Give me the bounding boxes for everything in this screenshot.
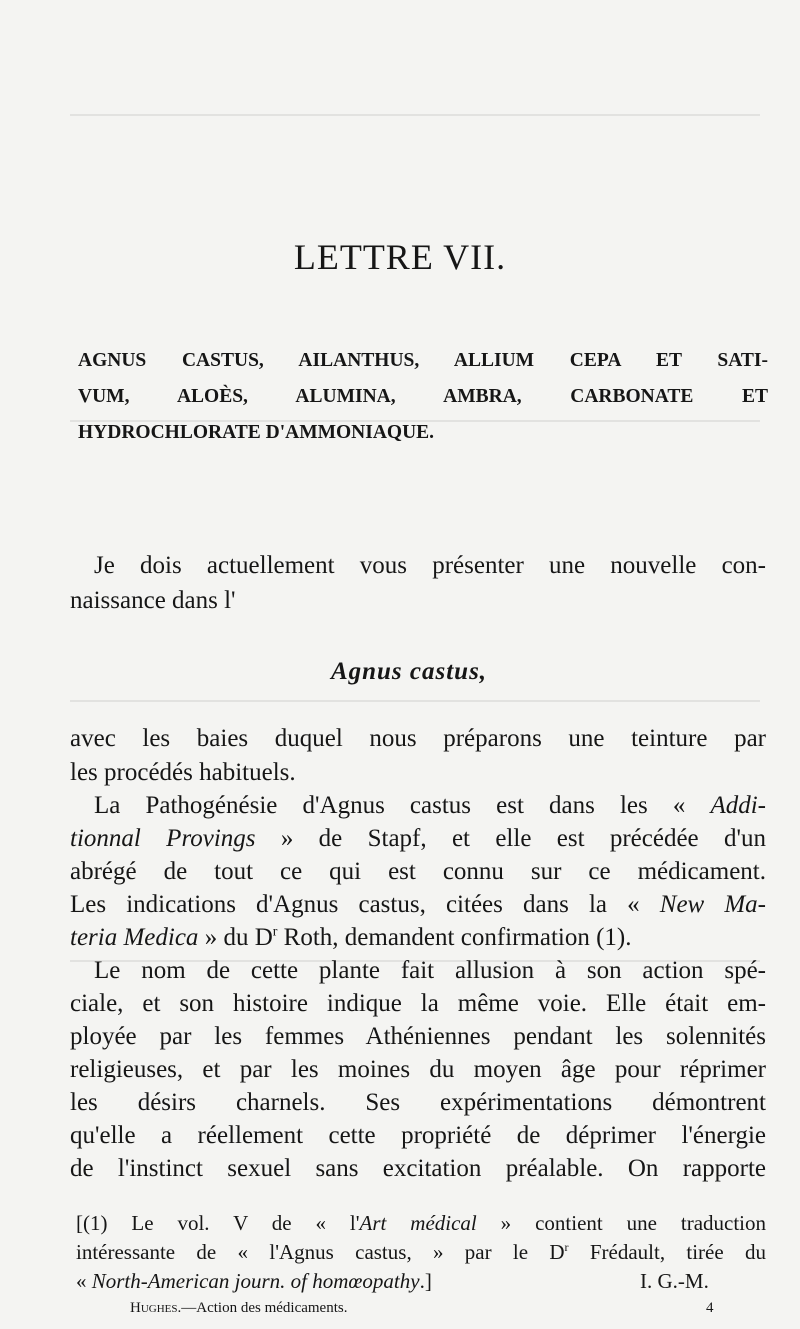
footer-label: .—Action des médicaments. [177,1300,348,1316]
intro-line-2: naissance dans l' [70,587,236,614]
body-line-4-italic: tionnal Provings [70,825,256,852]
subtitle-line-2: VUM, ALOÈS, ALUMINA, AMBRA, CARBONATE ET [78,386,768,407]
footnote-line-1 [76,1211,766,1236]
body-line-7-text-b: Roth, demandent confirmation (1). [277,924,632,951]
footnote-line-3-italic: North-American journ. of homœopathy [91,1269,420,1293]
letter-title: LETTRE VII. [293,237,507,277]
body-line-14: de l'instinct sexuel sans excitation préalable. On rapporte [70,1155,766,1182]
letter-subtitle [78,343,768,451]
body-line-7-italic: teria Medica [70,924,199,951]
footnote-line-3-text-a: « [76,1269,92,1293]
body-line-7 [70,924,632,952]
body-line-6-text: Les indications d'Agnus castus, citées dans la « [70,891,660,918]
subtitle-line-3: HYDROCHLORATE D'AMMONIAQUE. [78,422,435,443]
page-footer-running-title [130,1300,347,1317]
body-line-5: abrégé de tout ce qui est connu sur ce médicament. [70,858,766,885]
body-line-2: les procédés habituels. [70,759,296,786]
footnote-line-2-sup: r [564,1240,569,1254]
footer-author: Hughes [130,1300,178,1316]
footnote-line-2-text-b: Frédault, tirée du [568,1240,766,1264]
body-line-7-text-a: » du D [198,924,273,951]
body-line-4-text: » de Stapf, et elle est précédée d'un [255,825,766,852]
body-line-6-italic: New Ma- [659,891,766,918]
footnote-line-2-text-a: intéressante de « l'Agnus castus, » par le D [76,1240,565,1264]
footnote-line-2 [76,1240,766,1265]
body-line-10: ployée par les femmes Athéniennes pendant les solennités [70,1023,766,1050]
footnote-signature: I. G.-M. [640,1269,709,1293]
body-line-11: religieuses, et par les moines du moyen âge pour réprimer [70,1056,766,1083]
body-line-9: ciale, et son histoire indique la même voie. Elle était em- [70,990,766,1017]
subtitle-line-1: AGNUS CASTUS, AILANTHUS, ALLIUM CEPA ET SATI- [78,350,768,371]
signature-mark: 4 [706,1300,714,1316]
body-line-8: Le nom de cette plante fait allusion à son action spé- [94,957,766,984]
body-line-3 [94,792,766,820]
body-line-7-sup: r [272,924,278,940]
body-line-6 [70,891,766,919]
footnote-line-1-text-a: [(1) Le vol. V de « l' [76,1211,360,1235]
footnote-line-1-text-b: » contient une traduction [476,1211,767,1235]
remedy-heading: Agnus castus, [330,658,488,685]
footnote-line-3 [76,1269,432,1294]
body-line-13: qu'elle a réellement cette propriété de déprimer l'énergie [70,1122,766,1149]
body-line-12: les désirs charnels. Ses expérimentations démontrent [70,1089,766,1116]
body-line-4 [70,825,766,853]
intro-line-1: Je dois actuellement vous présenter une nouvelle con- [94,552,766,579]
body-line-1: avec les baies duquel nous préparons une teinture par [70,725,766,752]
footnote-line-1-italic: Art médical [359,1211,477,1235]
body-line-3-text: La Pathogénésie d'Agnus castus est dans les « [94,792,711,819]
footnote-line-3-text-b: .] [419,1269,432,1293]
body-line-3-italic: Addi- [710,792,766,819]
